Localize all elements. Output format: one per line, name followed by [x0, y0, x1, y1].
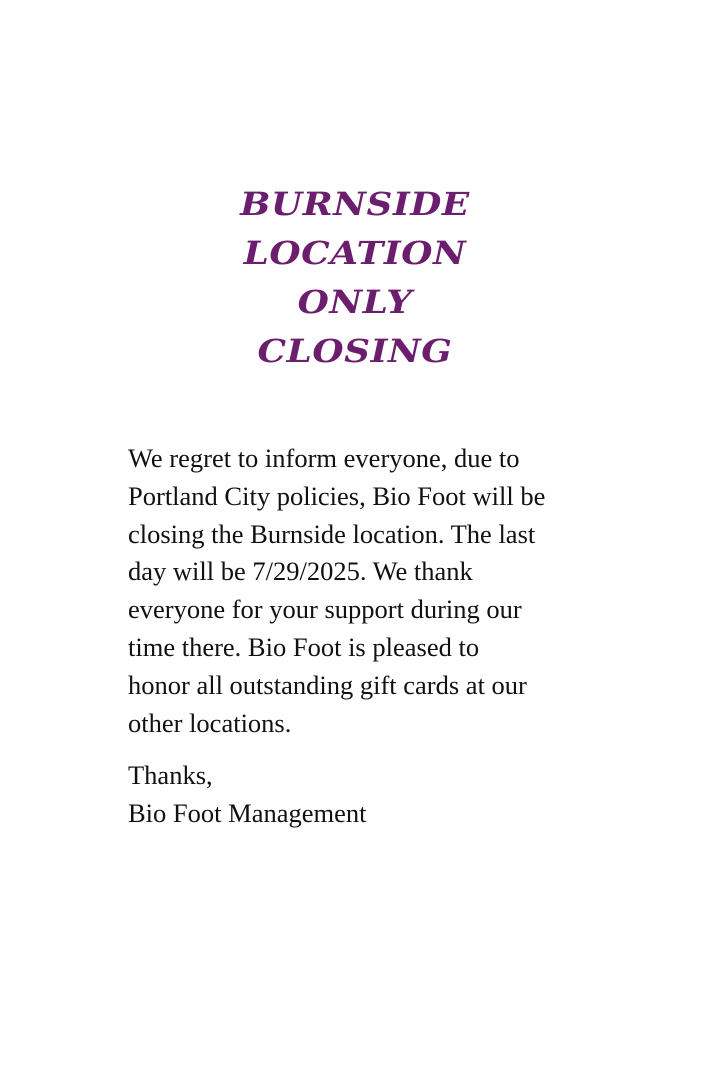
- body-line: other locations.: [128, 707, 292, 738]
- signature-text: Bio Foot Management: [128, 798, 367, 828]
- body-line: day will be 7/29/2025. We thank: [128, 556, 473, 587]
- body-line: everyone for your support during our: [128, 594, 522, 625]
- notice-signoff: [128, 756, 598, 832]
- notice-paragraph: [128, 440, 598, 742]
- headline-line-1: BURNSIDE: [240, 185, 470, 223]
- headline-line-2: LOCATION: [243, 234, 467, 272]
- headline-line-4: CLOSING: [257, 332, 453, 370]
- body-line: time there. Bio Foot is pleased to: [128, 631, 480, 662]
- body-line: honor all outstanding gift cards at our: [128, 669, 527, 700]
- notice-headline: [0, 180, 704, 376]
- body-line: Portland City policies, Bio Foot will be: [128, 480, 546, 511]
- body-line: closing the Burnside location. The last: [128, 518, 536, 549]
- headline-line-3: ONLY: [297, 283, 413, 321]
- body-line: We regret to inform everyone, due to: [128, 443, 520, 473]
- closing-text: Thanks,: [128, 760, 213, 790]
- notice-body: [128, 440, 598, 742]
